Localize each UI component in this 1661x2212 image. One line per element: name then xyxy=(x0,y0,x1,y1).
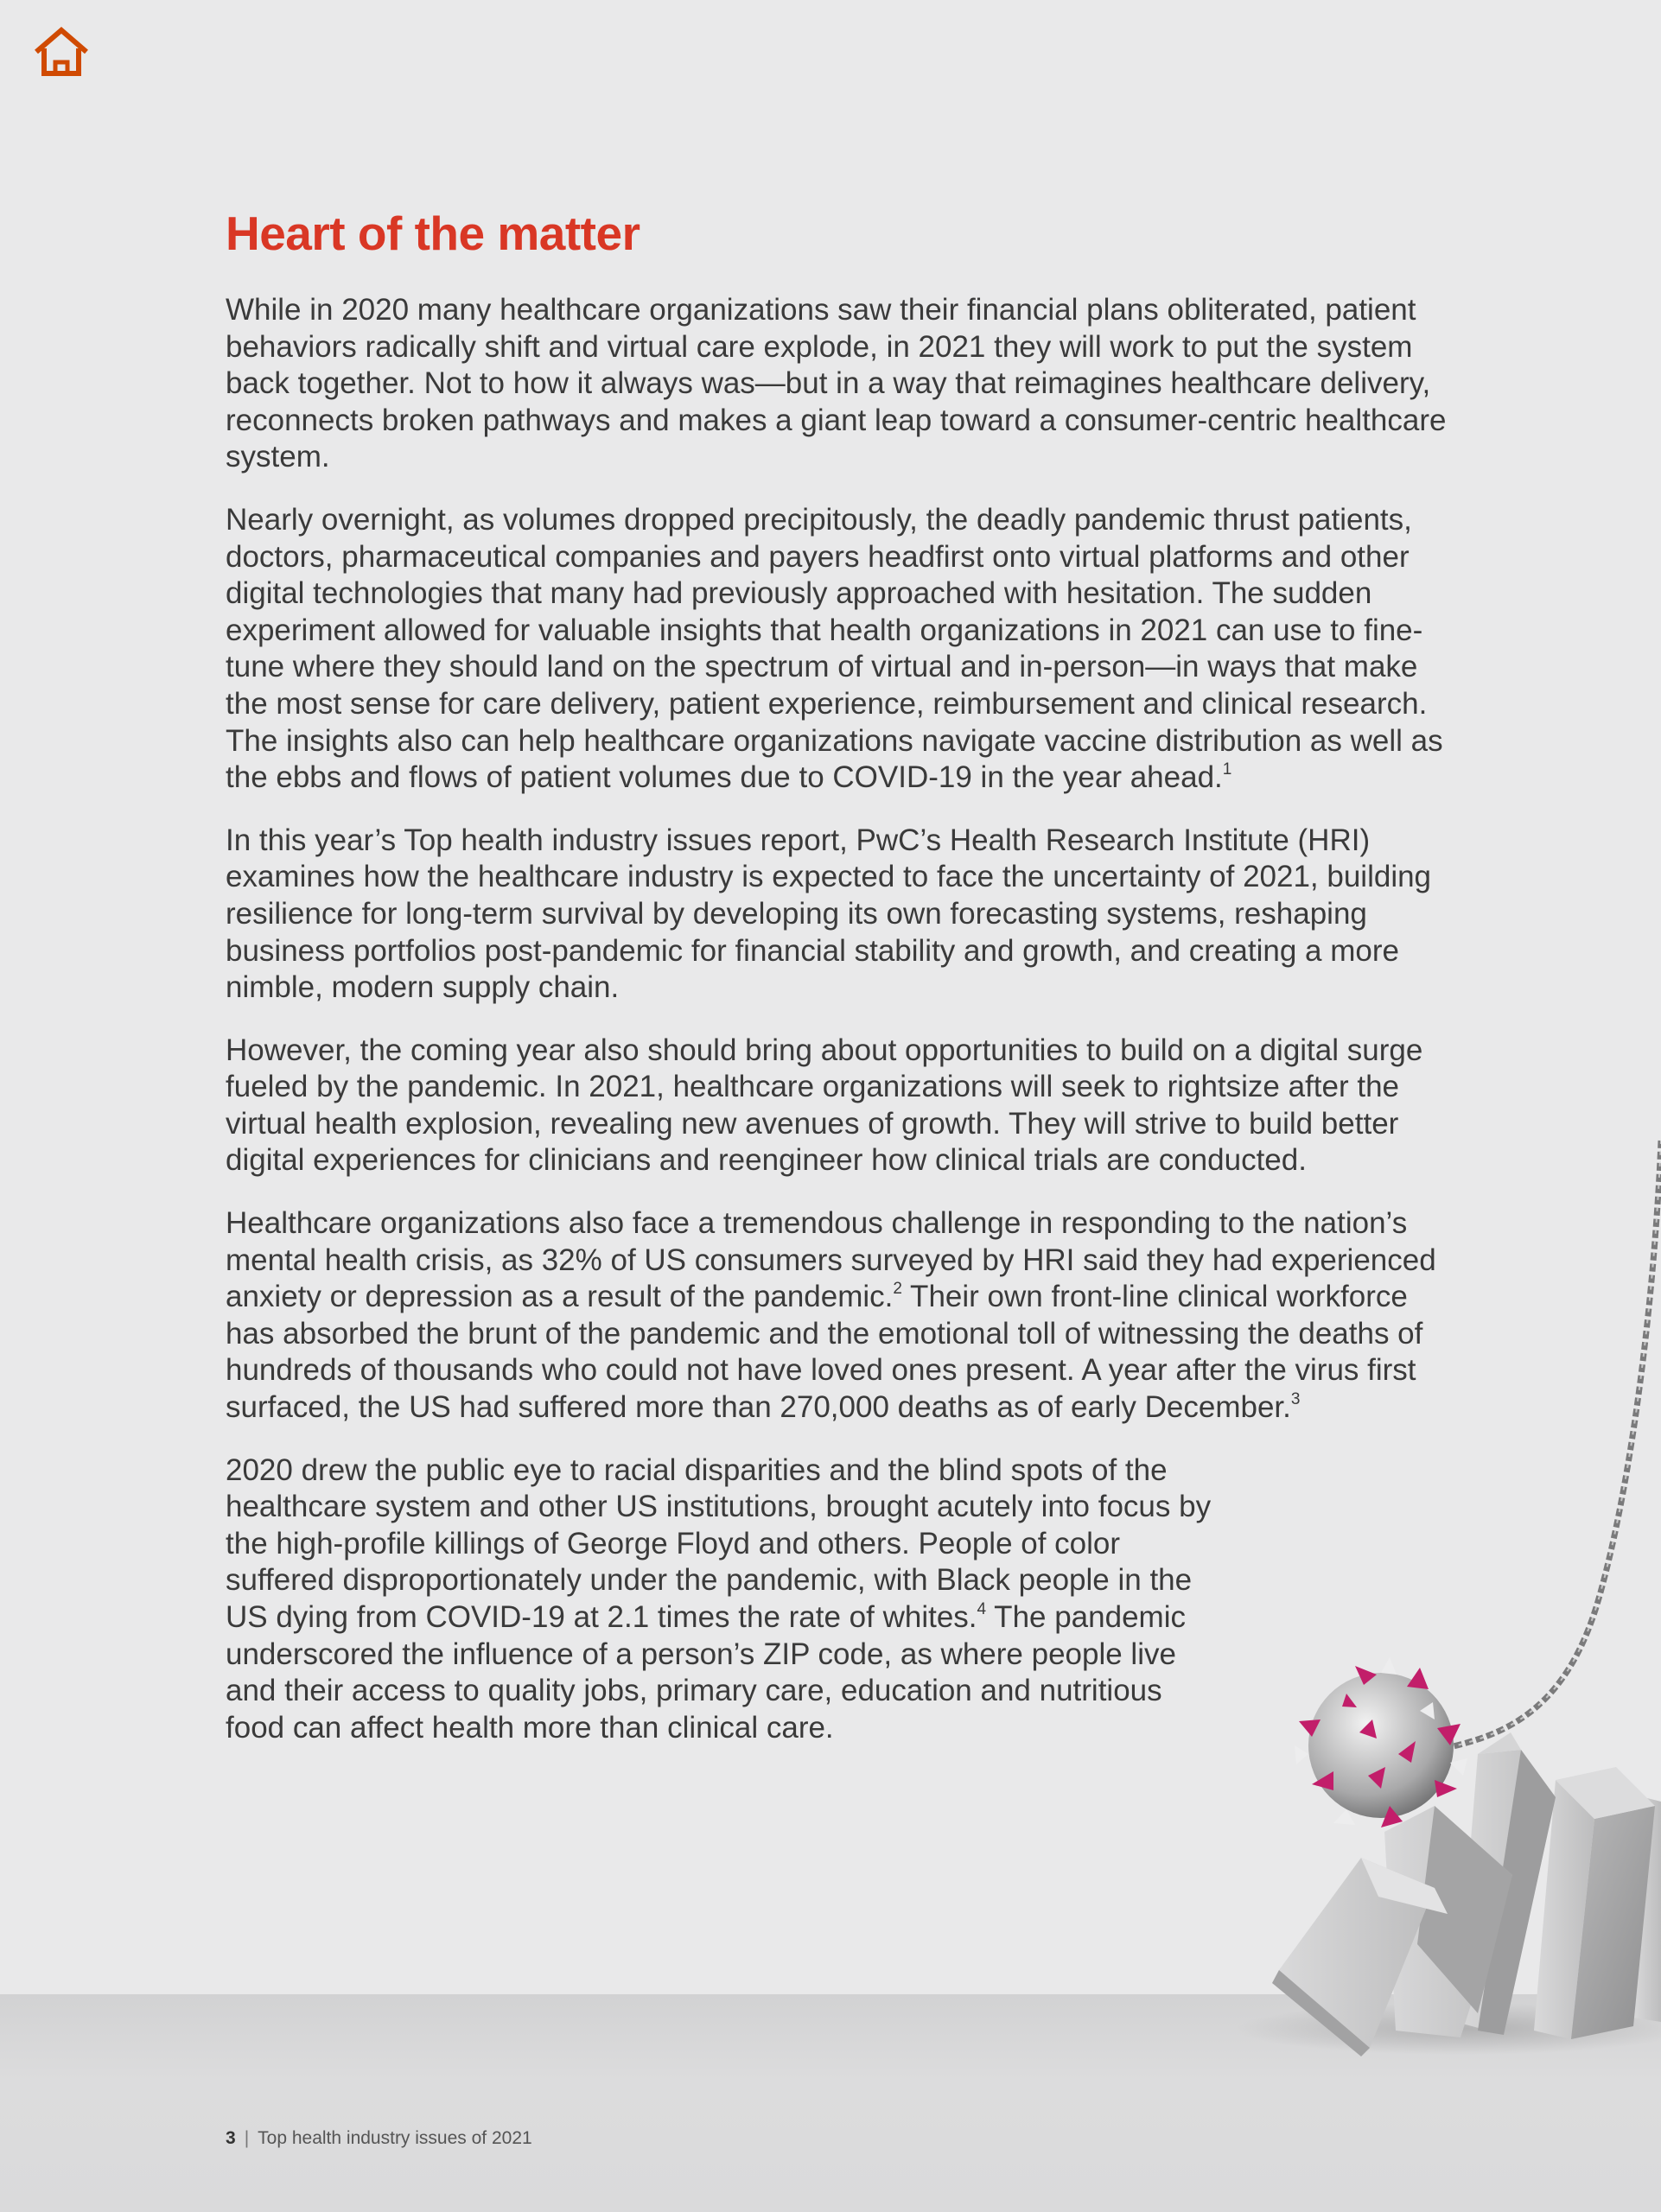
footnote-ref-4[interactable]: 4 xyxy=(977,1600,987,1618)
footnote-ref-3[interactable]: 3 xyxy=(1290,1390,1301,1409)
paragraph-2: Nearly overnight, as volumes dropped precipitously, the deadly pandemic thrust patients, doctors, pharmaceutical companies and payers headfirst onto virtual platforms and other digital technologies that many had previously approached with hesitation. The sudden experiment allowed for valuable insights that health organizations in 2021 can use to fine-tune where they should land on the spectrum of virtual and in-person—in ways that make the most sense for care delivery, patient experience, reimbursement and clinical research. The insights also can help healthcare organizations navigate vaccine distribution as well as the ebbs and flows of patient volumes due to COVID-19 in the year ahead.$^1$ xyxy=(226,502,1443,795)
paragraph-6: 2020 drew the public eye to racial disparities and the blind spots of the healthcare system and other US institutions, brought acutely into focus by the high-profile killings of George Floyd and others. People of color suffered disproportionately under the pandemic, with Black people in the US dying from COVID-19 at 2.1 times the rate of whites.$^4$ The pandemic underscored the influence of a person’s ZIP code, as where people live and their access to quality jobs, primary care, education and nutritious food can affect health more than clinical care. xyxy=(226,1452,1212,1745)
home-icon xyxy=(31,26,92,79)
page-title: Heart of the matter xyxy=(226,207,640,260)
report-title: Top health industry issues of 2021 xyxy=(258,2128,532,2148)
footer-separator: | xyxy=(244,2128,250,2148)
paragraph-5: Healthcare organizations also face a tremendous challenge in responding to the nation’s mental health crisis, as 32% of US consumers surveyed by HRI said they had experienced anxiety or depression as a result of the pandemic.$^2$ Their own front-line clinical workforce has absorbed the brunt of the pandemic and the emotional toll of witnessing the deaths of hundreds of thousands who could not have loved ones present. A year after the virus first surfaced, the US had suffered more than 270,000 deaths as of early December.$^3$ xyxy=(226,1206,1436,1425)
paragraph-3: In this year’s Top health industry issues report, PwC’s Health Research Institute (HRI) examines how the healthcare industry is expected to face the uncertainty of 2021, building resilience for long-term survival by developing its own forecasting systems, reshaping business portfolios post-pandemic for financial stability and growth, and creating a more nimble, modern supply chain. xyxy=(226,823,1432,1005)
page-footer xyxy=(226,2126,532,2152)
paragraph-1: While in 2020 many healthcare organizations saw their financial plans obliterated, patient behaviors radically shift and virtual care explode, in 2021 they will work to put the system back together. Not to how it always was—but in a way that reimagines healthcare delivery, reconnects broken pathways and makes a giant leap toward a consumer-centric healthcare system. xyxy=(226,293,1447,474)
page-number: 3 xyxy=(226,2128,236,2148)
virus-wrecking-ball-dominoes-illustration xyxy=(1149,1115,1661,2065)
footnote-ref-2[interactable]: 2 xyxy=(893,1280,902,1299)
footnote-ref-1[interactable]: 1 xyxy=(1222,760,1232,779)
home-button[interactable] xyxy=(31,26,92,79)
paragraph-4: However, the coming year also should bring about opportunities to build on a digital surge fueled by the pandemic. In 2021, healthcare organizations will seek to rightsize after the virtual health explosion, revealing new avenues of growth. They will strive to build better digital experiences for clinicians and reengineer how clinical trials are conducted. xyxy=(226,1033,1423,1178)
